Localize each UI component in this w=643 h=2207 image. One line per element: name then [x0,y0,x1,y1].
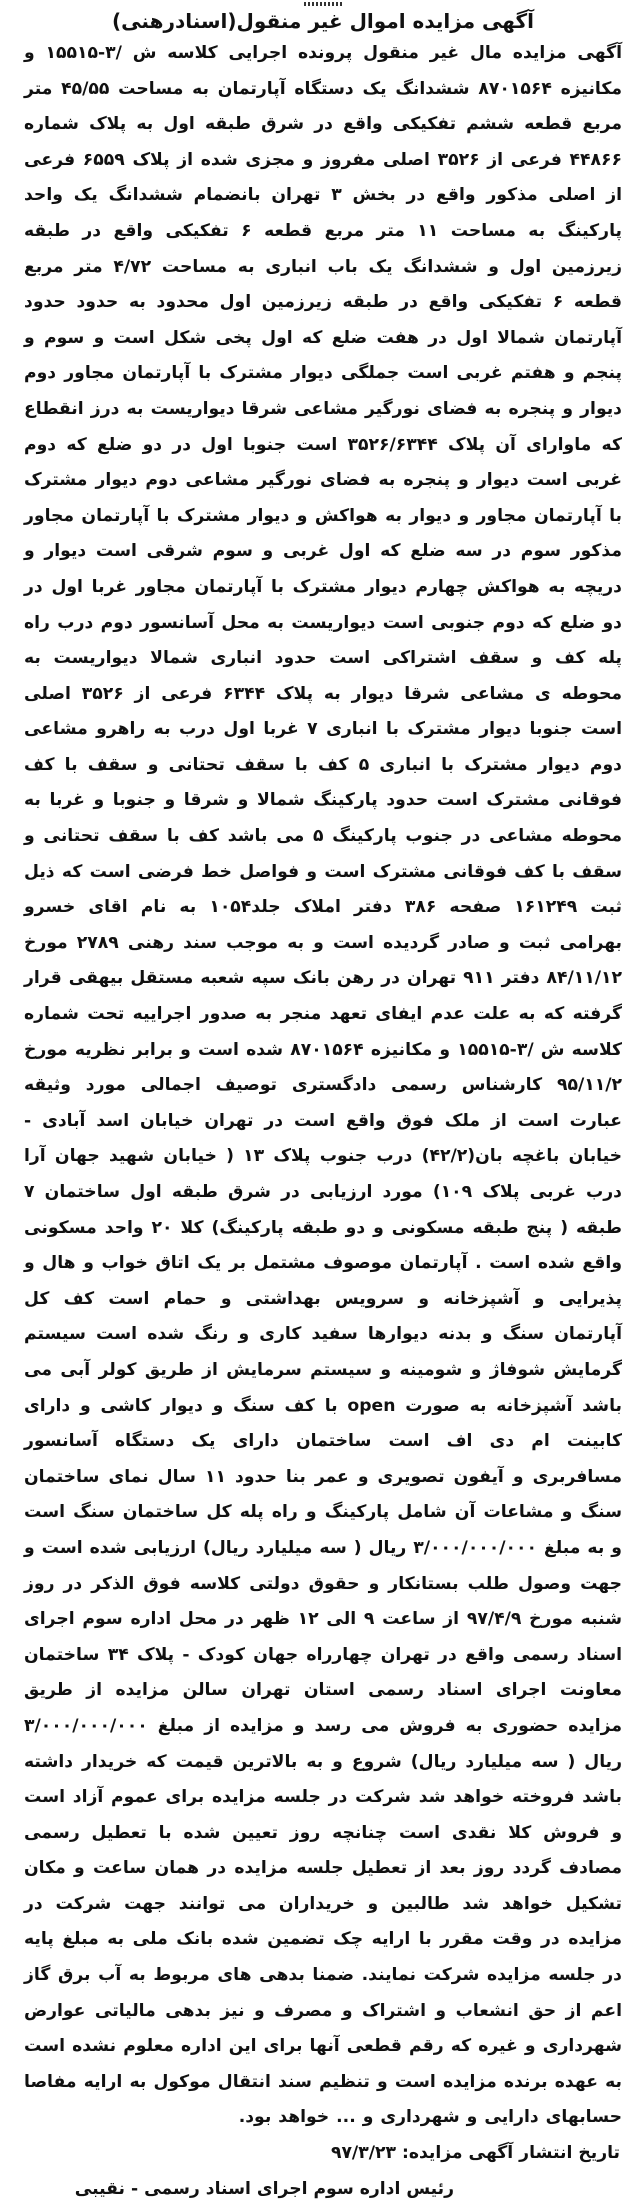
notice-title: آگهی مزایده اموال غیر منقول(اسنادرهنی) [112,9,534,33]
auction-notice [22,0,624,2199]
signature: رئیس اداره سوم اجرای اسناد رسمی - نقیبی [74,2178,454,2199]
notice-body: آگهی مزایده مال غیر منقول پرونده اجرایی کلاسه ش /۳-۱۵۵۱۵ و مکانیزه ۸۷۰۱۵۶۴ ششدانگ یک دستگاه آپارتمان به مساحت ۴۵/۵۵ متر مربع قطعه ششم تفکیکی واقع در شرق طبقه اول به پلاک شماره ۴۴۸۶۶ فرعی از ۳۵۲۶ اصلی مفروز و مجزی شده از پلاک ۶۵۵۹ فرعی از اصلی مذکور واقع در بخش ۳ تهران بانضمام ششدانگ یک واحد پارکینگ به مساحت ۱۱ متر مربع قطعه ۶ تفکیکی واقع در طبقه زیرزمین اول و ششدانگ یک باب انباری به مساحت ۴/۷۲ متر مربع قطعه ۶ تفکیکی واقع در طبقه زیرزمین اول محدود به حدود حدود آپارتمان شمالا اول در هفت ضلع که اول پخی شکل است و سوم و پنجم و هفتم غربی است جملگی دیوار مشترک با آپارتمان مجاور دوم دیوار و پنجره به فضای نورگیر مشاعی شرقا دیواریست به درز انقطاع که ماوارای آن پلاک ۳۵۲۶/۶۳۴۴ است جنوبا اول در دو ضلع که دوم غربی است دیوار و پنجره به فضای نورگیر مشاعی دوم دیوار مشترک با آپارتمان مجاور و دیوار به هواکش و دیوار مشترک با آپارتمان مجاور مذکور سوم در سه ضلع که اول غربی و سوم شرقی است دیوار و دریچه به هواکش چهارم دیوار مشترک با آپارتمان مجاور غربا اول در دو ضلع که دوم جنوبی است دیواریست به محل آسانسور دوم درب راه پله کف و سقف اشتراکی است حدود انباری شمالا دیواریست به محوطه ی مشاعی شرقا دیوار به پلاک ۶۳۴۴ فرعی از ۳۵۲۶ اصلی است جنوبا دیوار مشترک با انباری ۷ غربا اول درب به راهرو مشاعی دوم دیوار مشترک با انباری ۵ کف با سقف تحتانی و سقف با کف فوقانی مشترک است حدود پارکینگ شمالا و شرقا و جنوبا و غربا به محوطه مشاعی در جنوب پارکینگ ۵ می باشد کف با سقف تحتانی و سقف با کف فوقانی مشترک است و فواصل خط فرضی است که ذیل ثبت ۱۶۱۲۴۹ صفحه ۳۸۶ دفتر املاک جلد۱۰۵۴ به نام اقای خسرو بهرامی ثبت و صادر گردیده است و به موجب سند رهنی ۲۷۸۹ مورخ ۸۴/۱۱/۱۲ دفتر ۹۱۱ تهران در رهن بانک سپه شعبه مستقل بیهقی قرار گرفته که به علت عدم ایفای تعهد منجر به صدور اجراییه تحت شماره کلاسه ش /۳-۱۵۵۱۵ و مکانیزه ۸۷۰۱۵۶۴ شده است و برابر نظریه مورخ ۹۵/۱۱/۲ کارشناس رسمی دادگستری توصیف اجمالی مورد وثیقه عبارت است از ملک فوق واقع است در تهران خیابان اسد آبادی - خیابان باغچه بان(۴۲/۲) درب جنوب پلاک ۱۳ ( خیابان شهید جهان آرا درب غربی پلاک ۱۰۹) مورد ارزیابی در شرق طبقه اول ساختمان ۷ طبقه ( پنج طبقه مسکونی و دو طبقه پارکینگ) کلا ۲۰ واحد مسکونی واقع شده است . آپارتمان موصوف مشتمل بر یک اتاق خواب و هال و پذیرایی و آشپزخانه و سرویس بهداشتی و حمام است کف کل آپارتمان سنگ و بدنه دیوارها سفید کاری و رنگ شده است سیستم گرمایش شوفاژ و شومینه و سیستم سرمایش از طریق کولر آبی می باشد آشپزخانه به صورت open با کف سنگ و دیوار کاشی و دارای کابینت ام دی اف است ساختمان دارای یک دستگاه آسانسور مسافربری و آیفون تصویری و عمر بنا حدود ۱۱ سال نمای ساختمان سنگ و مشاعات آن شامل پارکینگ و راه پله کل ساختمان سنگ است و به مبلغ ۳/۰۰۰/۰۰۰/۰۰۰ ریال ( سه میلیارد ریال) ارزیابی شده است و جهت وصول طلب بستانکار و حقوق دولتی کلاسه فوق الذکر در روز شنبه مورخ ۹۷/۴/۹ از ساعت ۹ الی ۱۲ ظهر در محل اداره سوم اجرای اسناد رسمی واقع در تهران چهارراه جهان کودک - پلاک ۳۴ ساختمان معاونت اجرای اسناد رسمی استان تهران سالن مزایده از طریق مزایده حضوری به فروش می رسد و مزایده از مبلغ ۳/۰۰۰/۰۰۰/۰۰۰ ریال ( سه میلیارد ریال) شروع و به بالاترین قیمت که خریدار داشته باشد فروخته خواهد شد شرکت در جلسه مزایده برای عموم آزاد است و فروش کلا نقدی است چنانچه روز تعیین شده با تعطیل رسمی مصادف گردد روز بعد از تعطیل جلسه مزایده در همان ساعت و مکان تشکیل خواهد شد طالبین و خریداران می توانند جهت شرکت در مزایده در وقت مقرر با ارایه چک تضمین شده بانک ملی به مبلغ پایه در جلسه مزایده شرکت نمایند. ضمنا بدهی های مربوط به آب برق گاز اعم از حق انشعاب و اشتراک و مصرف و نیز بدهی مالیاتی عوارض شهرداری و غیره که رقم قطعی آنها برای این اداره معلوم نشده است به عهده برنده مزایده است و تنظیم سند انتقال موکول به ارایه مفاصا حسابهای دارایی و شهرداری و ... خواهد بود. [24,43,623,2128]
publish-date: تاریخ انتشار آگهی مزایده: ۹۷/۳/۲۳ [330,2143,620,2164]
